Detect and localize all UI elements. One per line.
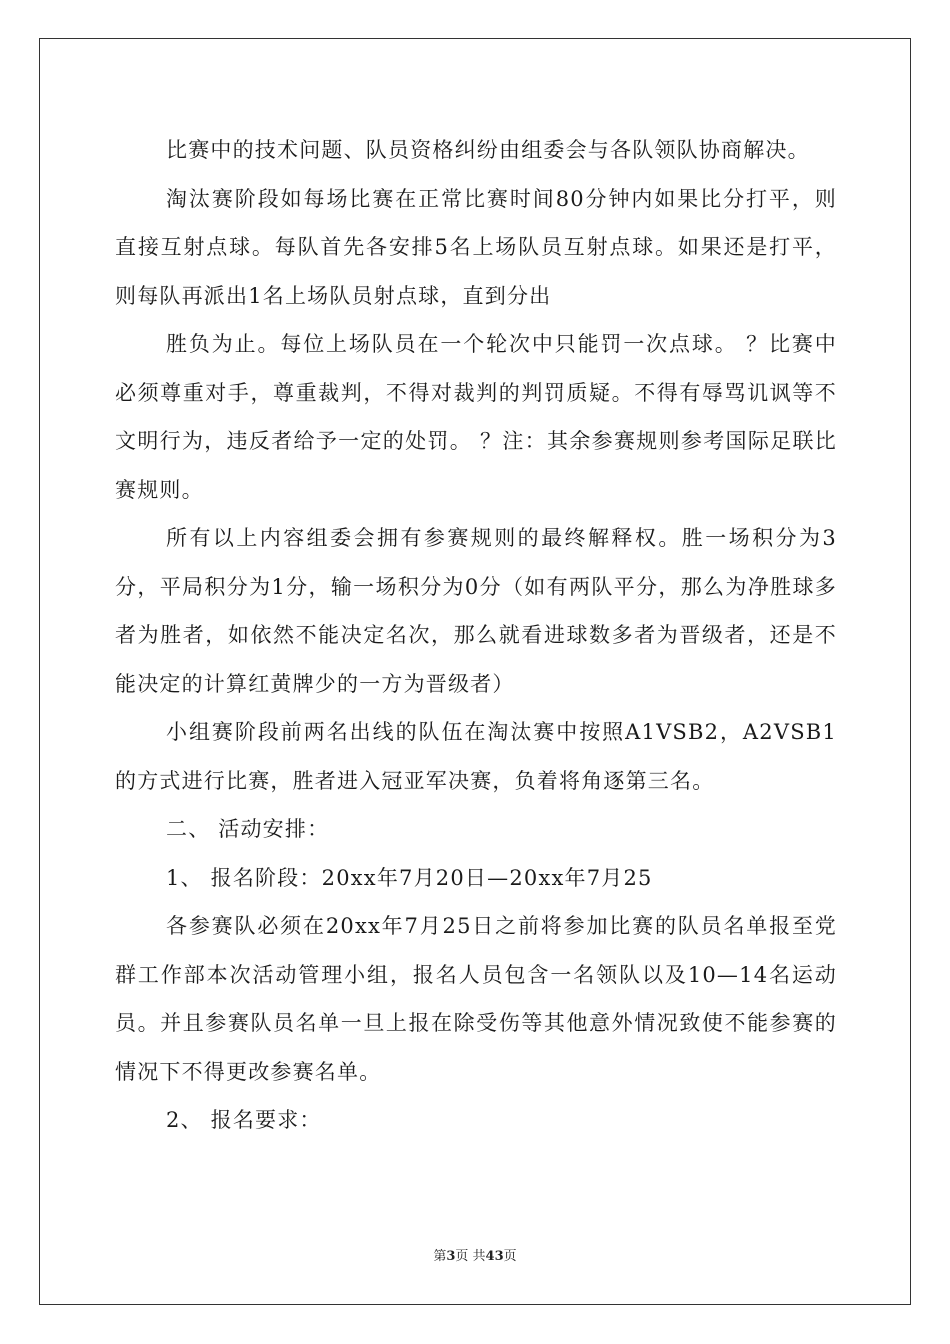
page-footer bbox=[0, 1245, 950, 1264]
footer-page-number: 3 bbox=[446, 1249, 456, 1264]
document-body bbox=[115, 126, 837, 1145]
paragraph-knockout-penalties: 淘汰赛阶段如每场比赛在正常比赛时间80分钟内如果比分打平，则直接互射点球。每队首先各安排5名上场队员互射点球。如果还是打平，则每队再派出1名上场队员射点球，直到分出 bbox=[115, 186, 837, 308]
paragraph-tech-issues: 比赛中的技术问题、队员资格纠纷由组委会与各队领队协商解决。 bbox=[166, 138, 810, 162]
section-heading-schedule: 二、 活动安排： bbox=[166, 817, 330, 841]
footer-prefix: 第 bbox=[433, 1249, 447, 1264]
footer-suffix: 页 bbox=[503, 1249, 517, 1264]
item-registration-period: 1、 报名阶段：20xx年7月20日—20xx年7月25 bbox=[166, 865, 653, 890]
paragraph-registration-details: 各参赛队必须在20xx年7月25日之前将参加比赛的队员名单报至党群工作部本次活动管理小组，报名人员包含一名领队以及10—14名运动员。并且参赛队员名单一旦上报在除受伤等其他意外情况致使不能参赛的情况下不得更改参赛名单。 bbox=[115, 914, 837, 1084]
item-registration-requirements: 2、 报名要求： bbox=[166, 1108, 322, 1132]
paragraph-conduct-rules: 胜负为止。每位上场队员在一个轮次中只能罚一次点球。 ？比赛中必须尊重对手，尊重裁判，不得对裁判的判罚质疑。不得有辱骂讥讽等不文明行为，违反者给予一定的处罚。 ？注：其余参赛规则参考国际足联比赛规则。 bbox=[115, 332, 837, 502]
paragraph-group-stage: 小组赛阶段前两名出线的队伍在淘汰赛中按照A1VSB2，A2VSB1的方式进行比赛，胜者进入冠亚军决赛，负着将角逐第三名。 bbox=[115, 720, 837, 793]
footer-total-pages: 43 bbox=[485, 1249, 504, 1264]
footer-middle: 页 共 bbox=[455, 1249, 486, 1264]
paragraph-scoring: 所有以上内容组委会拥有参赛规则的最终解释权。胜一场积分为3分，平局积分为1分，输一场积分为0分（如有两队平分，那么为净胜球多者为胜者，如依然不能决定名次，那么就看进球数多者为晋级者，还是不能决定的计算红黄牌少的一方为晋级者） bbox=[115, 526, 837, 696]
